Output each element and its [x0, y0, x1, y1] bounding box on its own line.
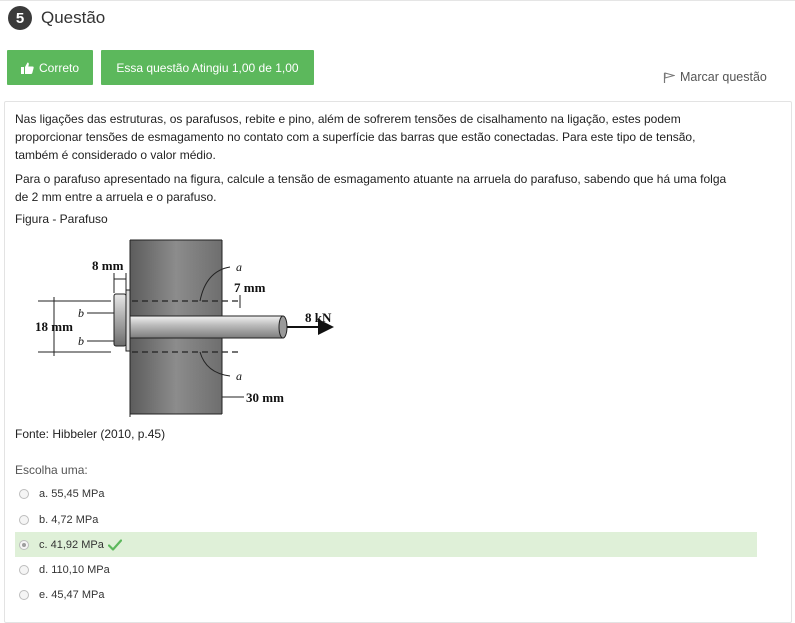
- question-number-badge: 5: [8, 6, 32, 30]
- question-paragraph-1: Nas ligações das estruturas, os parafusos, rebite e pino, além de sofrerem tensões de cisalhamento na ligação, estes podem proporcionar tensões de esmagamento no contato com a superfície das barras que estão conectadas. Para este tipo de tensão, também é considerado o valor médio.: [15, 112, 696, 162]
- answer-option-d[interactable]: [15, 557, 757, 582]
- answer-option-a[interactable]: [15, 481, 757, 506]
- correct-check-icon: [108, 539, 122, 551]
- label-b-bottom: b: [78, 334, 84, 348]
- question-paragraph-2: Para o parafuso apresentado na figura, calcule a tensão de esmagamento atuante na arruela do parafuso, sabendo que há uma folga de 2 mm entre a arruela e o parafuso.: [15, 172, 727, 204]
- figure-label: Figura - Parafuso: [15, 212, 108, 226]
- radio-button[interactable]: [19, 565, 29, 575]
- figure-source: Fonte: Hibbeler (2010, p.45): [15, 427, 166, 441]
- bolt-shaft: [130, 316, 283, 338]
- flag-question-label: Marcar questão: [680, 70, 767, 84]
- answer-label: d. 110,10 MPa: [39, 563, 110, 576]
- dim-7mm-label: 7 mm: [234, 280, 266, 295]
- bolt-diagram: [14, 237, 344, 417]
- answer-label: b. 4,72 MPa: [39, 513, 99, 526]
- answer-option-e[interactable]: [15, 582, 757, 607]
- label-b-top: b: [78, 306, 84, 320]
- bolt-figure: [14, 237, 344, 422]
- dim-30mm-label: 30 mm: [246, 390, 284, 405]
- answer-label: c. 41,92 MPa: [39, 538, 104, 551]
- thumbs-up-icon: [21, 62, 34, 74]
- top-divider: [0, 0, 795, 1]
- label-a-top: a: [236, 260, 242, 274]
- bolt-head: [114, 294, 126, 346]
- answer-label: a. 55,45 MPa: [39, 487, 105, 500]
- washer: [126, 290, 130, 351]
- correct-status-button: [7, 50, 93, 85]
- radio-button[interactable]: [19, 489, 29, 499]
- correct-status-label: Correto: [38, 60, 79, 75]
- grade-status-label: Essa questão Atingiu 1,00 de 1,00: [116, 60, 299, 75]
- radio-button-selected[interactable]: [19, 540, 29, 550]
- question-title: Questão: [41, 8, 106, 27]
- radio-button[interactable]: [19, 515, 29, 525]
- answer-prompt: Escolha uma:: [15, 463, 88, 477]
- dim-18mm-label: 18 mm: [35, 319, 73, 334]
- force-label: 8 kN: [305, 310, 332, 325]
- grade-status-button: [101, 50, 314, 85]
- answer-label: e. 45,47 MPa: [39, 588, 105, 601]
- flag-icon: [663, 72, 675, 83]
- dim-8mm-label: 8 mm: [92, 258, 124, 273]
- answer-option-c[interactable]: [15, 532, 757, 557]
- flag-question-link[interactable]: [663, 70, 767, 84]
- answer-option-b[interactable]: [15, 507, 757, 532]
- question-header: [8, 6, 105, 30]
- radio-button[interactable]: [19, 590, 29, 600]
- label-a-bottom: a: [236, 369, 242, 383]
